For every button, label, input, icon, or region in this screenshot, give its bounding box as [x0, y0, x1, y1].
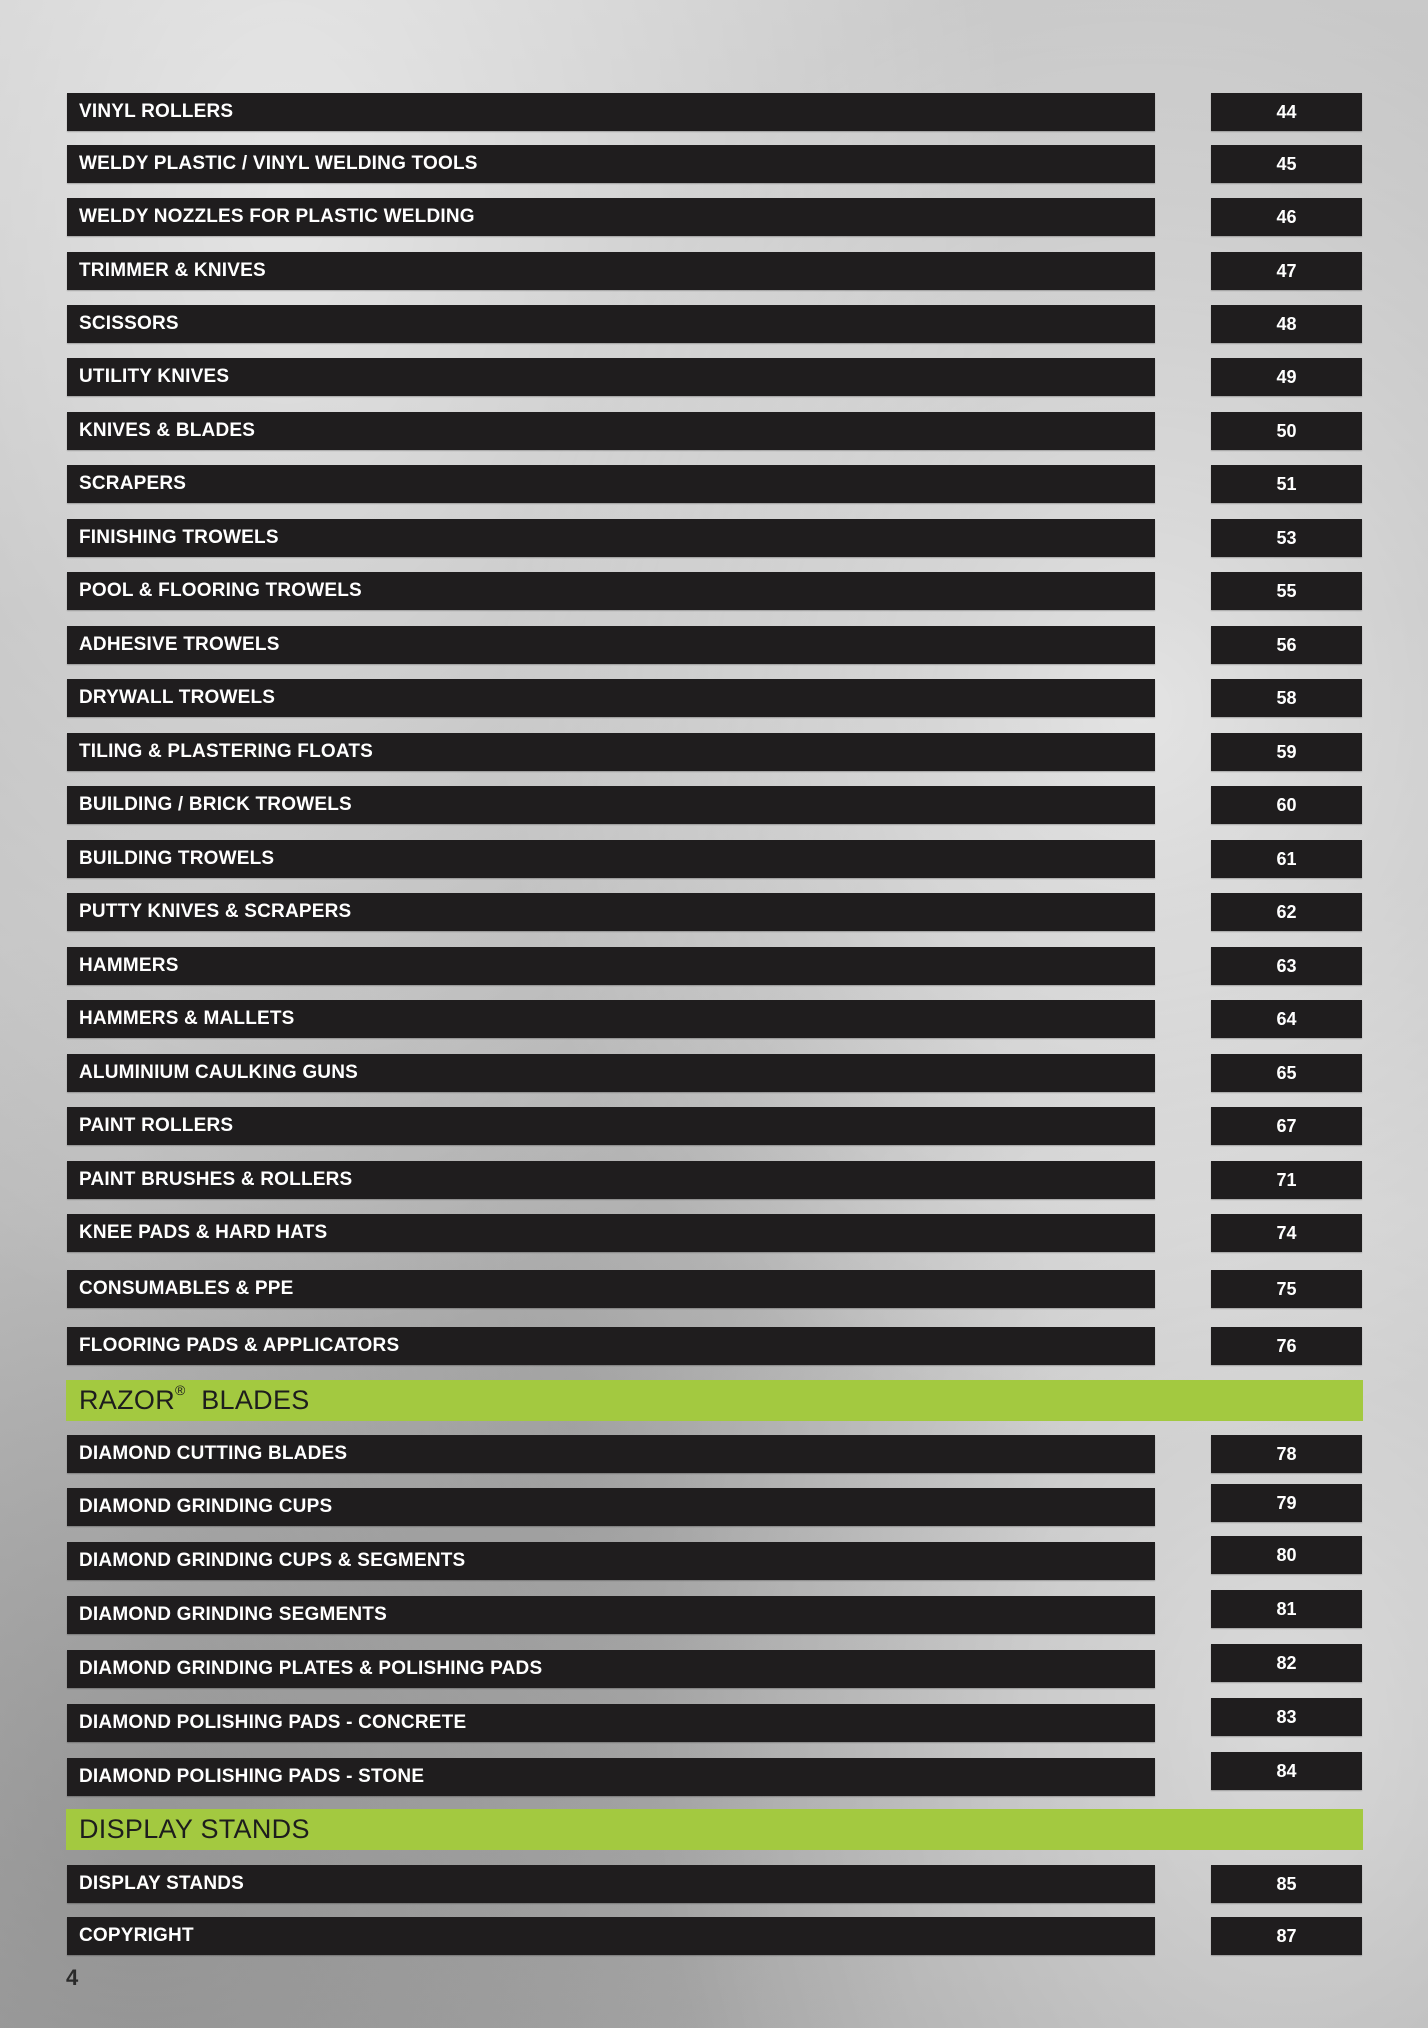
toc-entry-copyright[interactable] [0, 1917, 1428, 1955]
entry-title-bar [67, 465, 1155, 503]
entry-title-bar [67, 1270, 1155, 1308]
entry-page-number: 78 [1276, 1443, 1297, 1464]
entry-title: PAINT BRUSHES & ROLLERS [79, 1169, 353, 1190]
toc-entry-diamond-cutting-blades[interactable] [0, 1435, 1428, 1473]
toc-entry-putty-knives[interactable] [0, 893, 1428, 931]
entry-title: HAMMERS [79, 955, 179, 976]
entry-title: BUILDING / BRICK TROWELS [79, 794, 352, 815]
entry-page-number: 44 [1276, 101, 1297, 122]
entry-page-box [1211, 1107, 1362, 1145]
entry-title: DIAMOND GRINDING SEGMENTS [79, 1604, 387, 1625]
entry-title-bar [67, 1107, 1155, 1145]
toc-entry-weldy-tools[interactable] [0, 145, 1428, 183]
entry-page-number: 80 [1276, 1544, 1297, 1565]
entry-title: POOL & FLOORING TROWELS [79, 580, 362, 601]
entry-page-number: 74 [1276, 1222, 1297, 1243]
entry-title-bar [67, 947, 1155, 985]
registered-mark: ® [175, 1382, 186, 1398]
entry-title: SCISSORS [79, 313, 179, 334]
entry-title-bar [67, 1214, 1155, 1252]
entry-page-box [1211, 145, 1362, 183]
entry-page-box [1211, 1327, 1362, 1365]
entry-page-box [1211, 1917, 1362, 1955]
entry-title: PAINT ROLLERS [79, 1115, 234, 1136]
toc-entry-utility-knives[interactable] [0, 358, 1428, 396]
toc-entry-polishing-pads-concrete[interactable] [0, 1704, 1428, 1742]
entry-title: HAMMERS & MALLETS [79, 1008, 295, 1029]
entry-page-number: 62 [1276, 901, 1297, 922]
entry-page-box [1211, 252, 1362, 290]
entry-title-bar [67, 733, 1155, 771]
entry-page-number: 71 [1276, 1169, 1297, 1190]
entry-title-bar [67, 198, 1155, 236]
entry-page-box [1211, 519, 1362, 557]
entry-page-number: 85 [1276, 1873, 1297, 1894]
entry-title: KNEE PADS & HARD HATS [79, 1222, 328, 1243]
entry-page-number: 58 [1276, 687, 1297, 708]
entry-title-bar [67, 840, 1155, 878]
entry-page-number: 64 [1276, 1008, 1297, 1029]
toc-entry-building-trowels[interactable] [0, 840, 1428, 878]
toc-entry-hammers[interactable] [0, 947, 1428, 985]
entry-page-number: 49 [1276, 366, 1297, 387]
toc-entry-consumables-ppe[interactable] [0, 1270, 1428, 1308]
entry-page-number: 46 [1276, 206, 1297, 227]
entry-page-box [1211, 1270, 1362, 1308]
entry-page-box [1211, 1590, 1362, 1628]
entry-page-box [1211, 733, 1362, 771]
entry-title: TRIMMER & KNIVES [79, 260, 266, 281]
entry-title-bar [67, 1865, 1155, 1903]
entry-title-bar [67, 519, 1155, 557]
section-header-display-stands [66, 1809, 1363, 1850]
entry-title: UTILITY KNIVES [79, 366, 230, 387]
toc-entry-building-brick-trowels[interactable] [0, 786, 1428, 824]
entry-title-bar [67, 1704, 1155, 1742]
entry-title-bar [67, 1054, 1155, 1092]
entry-title: FLOORING PADS & APPLICATORS [79, 1335, 400, 1356]
entry-page-box [1211, 893, 1362, 931]
entry-page-box [1211, 1435, 1362, 1473]
toc-entry-diamond-grinding-cups[interactable] [0, 1488, 1428, 1526]
entry-title: DIAMOND GRINDING PLATES & POLISHING PADS [79, 1658, 543, 1679]
entry-page-box [1211, 1214, 1362, 1252]
entry-page-number: 60 [1276, 794, 1297, 815]
entry-page-box [1211, 1484, 1362, 1522]
entry-title-bar [67, 412, 1155, 450]
entry-title-bar [67, 572, 1155, 610]
toc-entry-knee-pads[interactable] [0, 1214, 1428, 1252]
entry-page-box [1211, 412, 1362, 450]
entry-title-bar [67, 1917, 1155, 1955]
entry-title: TILING & PLASTERING FLOATS [79, 741, 374, 762]
toc-entry-paint-brushes[interactable] [0, 1161, 1428, 1199]
toc-entry-weldy-nozzles[interactable] [0, 198, 1428, 236]
entry-page-box [1211, 1865, 1362, 1903]
entry-page-number: 81 [1276, 1598, 1297, 1619]
entry-page-number: 82 [1276, 1652, 1297, 1673]
section-title: DISPLAY STANDS [79, 1814, 310, 1844]
entry-title: DIAMOND GRINDING CUPS & SEGMENTS [79, 1550, 466, 1571]
toc-entry-hammers-mallets[interactable] [0, 1000, 1428, 1038]
entry-title-bar [67, 1542, 1155, 1580]
entry-page-number: 45 [1276, 153, 1297, 174]
entry-title: BUILDING TROWELS [79, 848, 275, 869]
entry-page-number: 65 [1276, 1062, 1297, 1083]
entry-page-number: 59 [1276, 741, 1297, 762]
entry-title: ALUMINIUM CAULKING GUNS [79, 1062, 359, 1083]
entry-page-box [1211, 1000, 1362, 1038]
toc-entry-finishing-trowels[interactable] [0, 519, 1428, 557]
entry-page-number: 56 [1276, 634, 1297, 655]
entry-page-box [1211, 465, 1362, 503]
entry-title-bar [67, 1161, 1155, 1199]
toc-entry-drywall-trowels[interactable] [0, 679, 1428, 717]
entry-page-number: 87 [1276, 1925, 1297, 1946]
entry-page-number: 53 [1276, 527, 1297, 548]
toc-entry-paint-rollers[interactable] [0, 1107, 1428, 1145]
entry-title: KNIVES & BLADES [79, 420, 256, 441]
entry-page-number: 75 [1276, 1278, 1297, 1299]
entry-title: SCRAPERS [79, 473, 187, 494]
entry-page-box [1211, 1752, 1362, 1790]
entry-page-box [1211, 198, 1362, 236]
toc-entry-polishing-pads-stone[interactable] [0, 1758, 1428, 1796]
entry-page-number: 48 [1276, 313, 1297, 334]
toc-entry-trimmer-knives[interactable] [0, 252, 1428, 290]
toc-entry-scrapers[interactable] [0, 465, 1428, 503]
entry-page-box [1211, 679, 1362, 717]
entry-title-bar [67, 93, 1155, 131]
entry-title-bar [67, 1435, 1155, 1473]
entry-title: FINISHING TROWELS [79, 527, 279, 548]
entry-title: WELDY NOZZLES FOR PLASTIC WELDING [79, 206, 475, 227]
entry-page-box [1211, 1644, 1362, 1682]
entry-page-box [1211, 1536, 1362, 1574]
toc-entry-vinyl-rollers[interactable] [0, 93, 1428, 131]
entry-title-bar [67, 679, 1155, 717]
entry-title-bar [67, 1650, 1155, 1688]
toc-entry-knives-blades[interactable] [0, 412, 1428, 450]
toc-entry-adhesive-trowels[interactable] [0, 626, 1428, 664]
entry-title-bar [67, 1596, 1155, 1634]
entry-page-box [1211, 1698, 1362, 1736]
entry-page-number: 84 [1276, 1760, 1297, 1781]
toc-entry-caulking-guns[interactable] [0, 1054, 1428, 1092]
entry-page-number: 76 [1276, 1335, 1297, 1356]
toc-entry-pool-flooring-trowels[interactable] [0, 572, 1428, 610]
entry-page-number: 51 [1276, 473, 1297, 494]
entry-title: DIAMOND GRINDING CUPS [79, 1496, 333, 1517]
entry-title-bar [67, 893, 1155, 931]
entry-page-number: 61 [1276, 848, 1297, 869]
entry-page-number: 67 [1276, 1115, 1297, 1136]
entry-title: VINYL ROLLERS [79, 101, 234, 122]
entry-title-bar [67, 252, 1155, 290]
entry-page-box [1211, 93, 1362, 131]
entry-title: DRYWALL TROWELS [79, 687, 276, 708]
entry-title-bar [67, 305, 1155, 343]
entry-title: DISPLAY STANDS [79, 1873, 245, 1894]
page-number: 4 [66, 1965, 79, 1990]
entry-title-bar [67, 358, 1155, 396]
entry-title-bar [67, 786, 1155, 824]
entry-page-box [1211, 947, 1362, 985]
entry-page-box [1211, 1054, 1362, 1092]
entry-title-bar [67, 1327, 1155, 1365]
entry-title: WELDY PLASTIC / VINYL WELDING TOOLS [79, 153, 478, 174]
toc-entry-diamond-cups-segments[interactable] [0, 1542, 1428, 1580]
entry-title-bar [67, 1758, 1155, 1796]
entry-page-number: 50 [1276, 420, 1297, 441]
entry-page-box [1211, 572, 1362, 610]
entry-page-number: 79 [1276, 1492, 1297, 1513]
entry-page-box [1211, 305, 1362, 343]
toc-entry-display-stands[interactable] [0, 1865, 1428, 1903]
entry-title: DIAMOND CUTTING BLADES [79, 1443, 348, 1464]
entry-title: CONSUMABLES & PPE [79, 1278, 294, 1299]
entry-page-number: 63 [1276, 955, 1297, 976]
section-title: RAZOR® BLADES [79, 1382, 310, 1415]
entry-title-bar [67, 626, 1155, 664]
toc-entry-flooring-pads[interactable] [0, 1327, 1428, 1365]
entry-page-number: 47 [1276, 260, 1297, 281]
entry-title: DIAMOND POLISHING PADS - STONE [79, 1766, 425, 1787]
entry-page-box [1211, 840, 1362, 878]
section-header-razor-blades [66, 1380, 1363, 1421]
entry-page-number: 55 [1276, 580, 1297, 601]
entry-page-box [1211, 1161, 1362, 1199]
toc-entry-diamond-grinding-segments[interactable] [0, 1596, 1428, 1634]
toc-entry-diamond-plates-pads[interactable] [0, 1650, 1428, 1688]
entry-title: COPYRIGHT [79, 1925, 194, 1946]
entry-title-bar [67, 1000, 1155, 1038]
toc-entry-tiling-plastering-floats[interactable] [0, 733, 1428, 771]
entry-page-box [1211, 358, 1362, 396]
entry-title-bar [67, 1488, 1155, 1526]
entry-title-bar [67, 145, 1155, 183]
toc-entry-scissors[interactable] [0, 305, 1428, 343]
entry-page-box [1211, 786, 1362, 824]
entry-title: DIAMOND POLISHING PADS - CONCRETE [79, 1712, 467, 1733]
entry-page-number: 83 [1276, 1706, 1297, 1727]
entry-page-box [1211, 626, 1362, 664]
entry-title: PUTTY KNIVES & SCRAPERS [79, 901, 352, 922]
entry-title: ADHESIVE TROWELS [79, 634, 280, 655]
